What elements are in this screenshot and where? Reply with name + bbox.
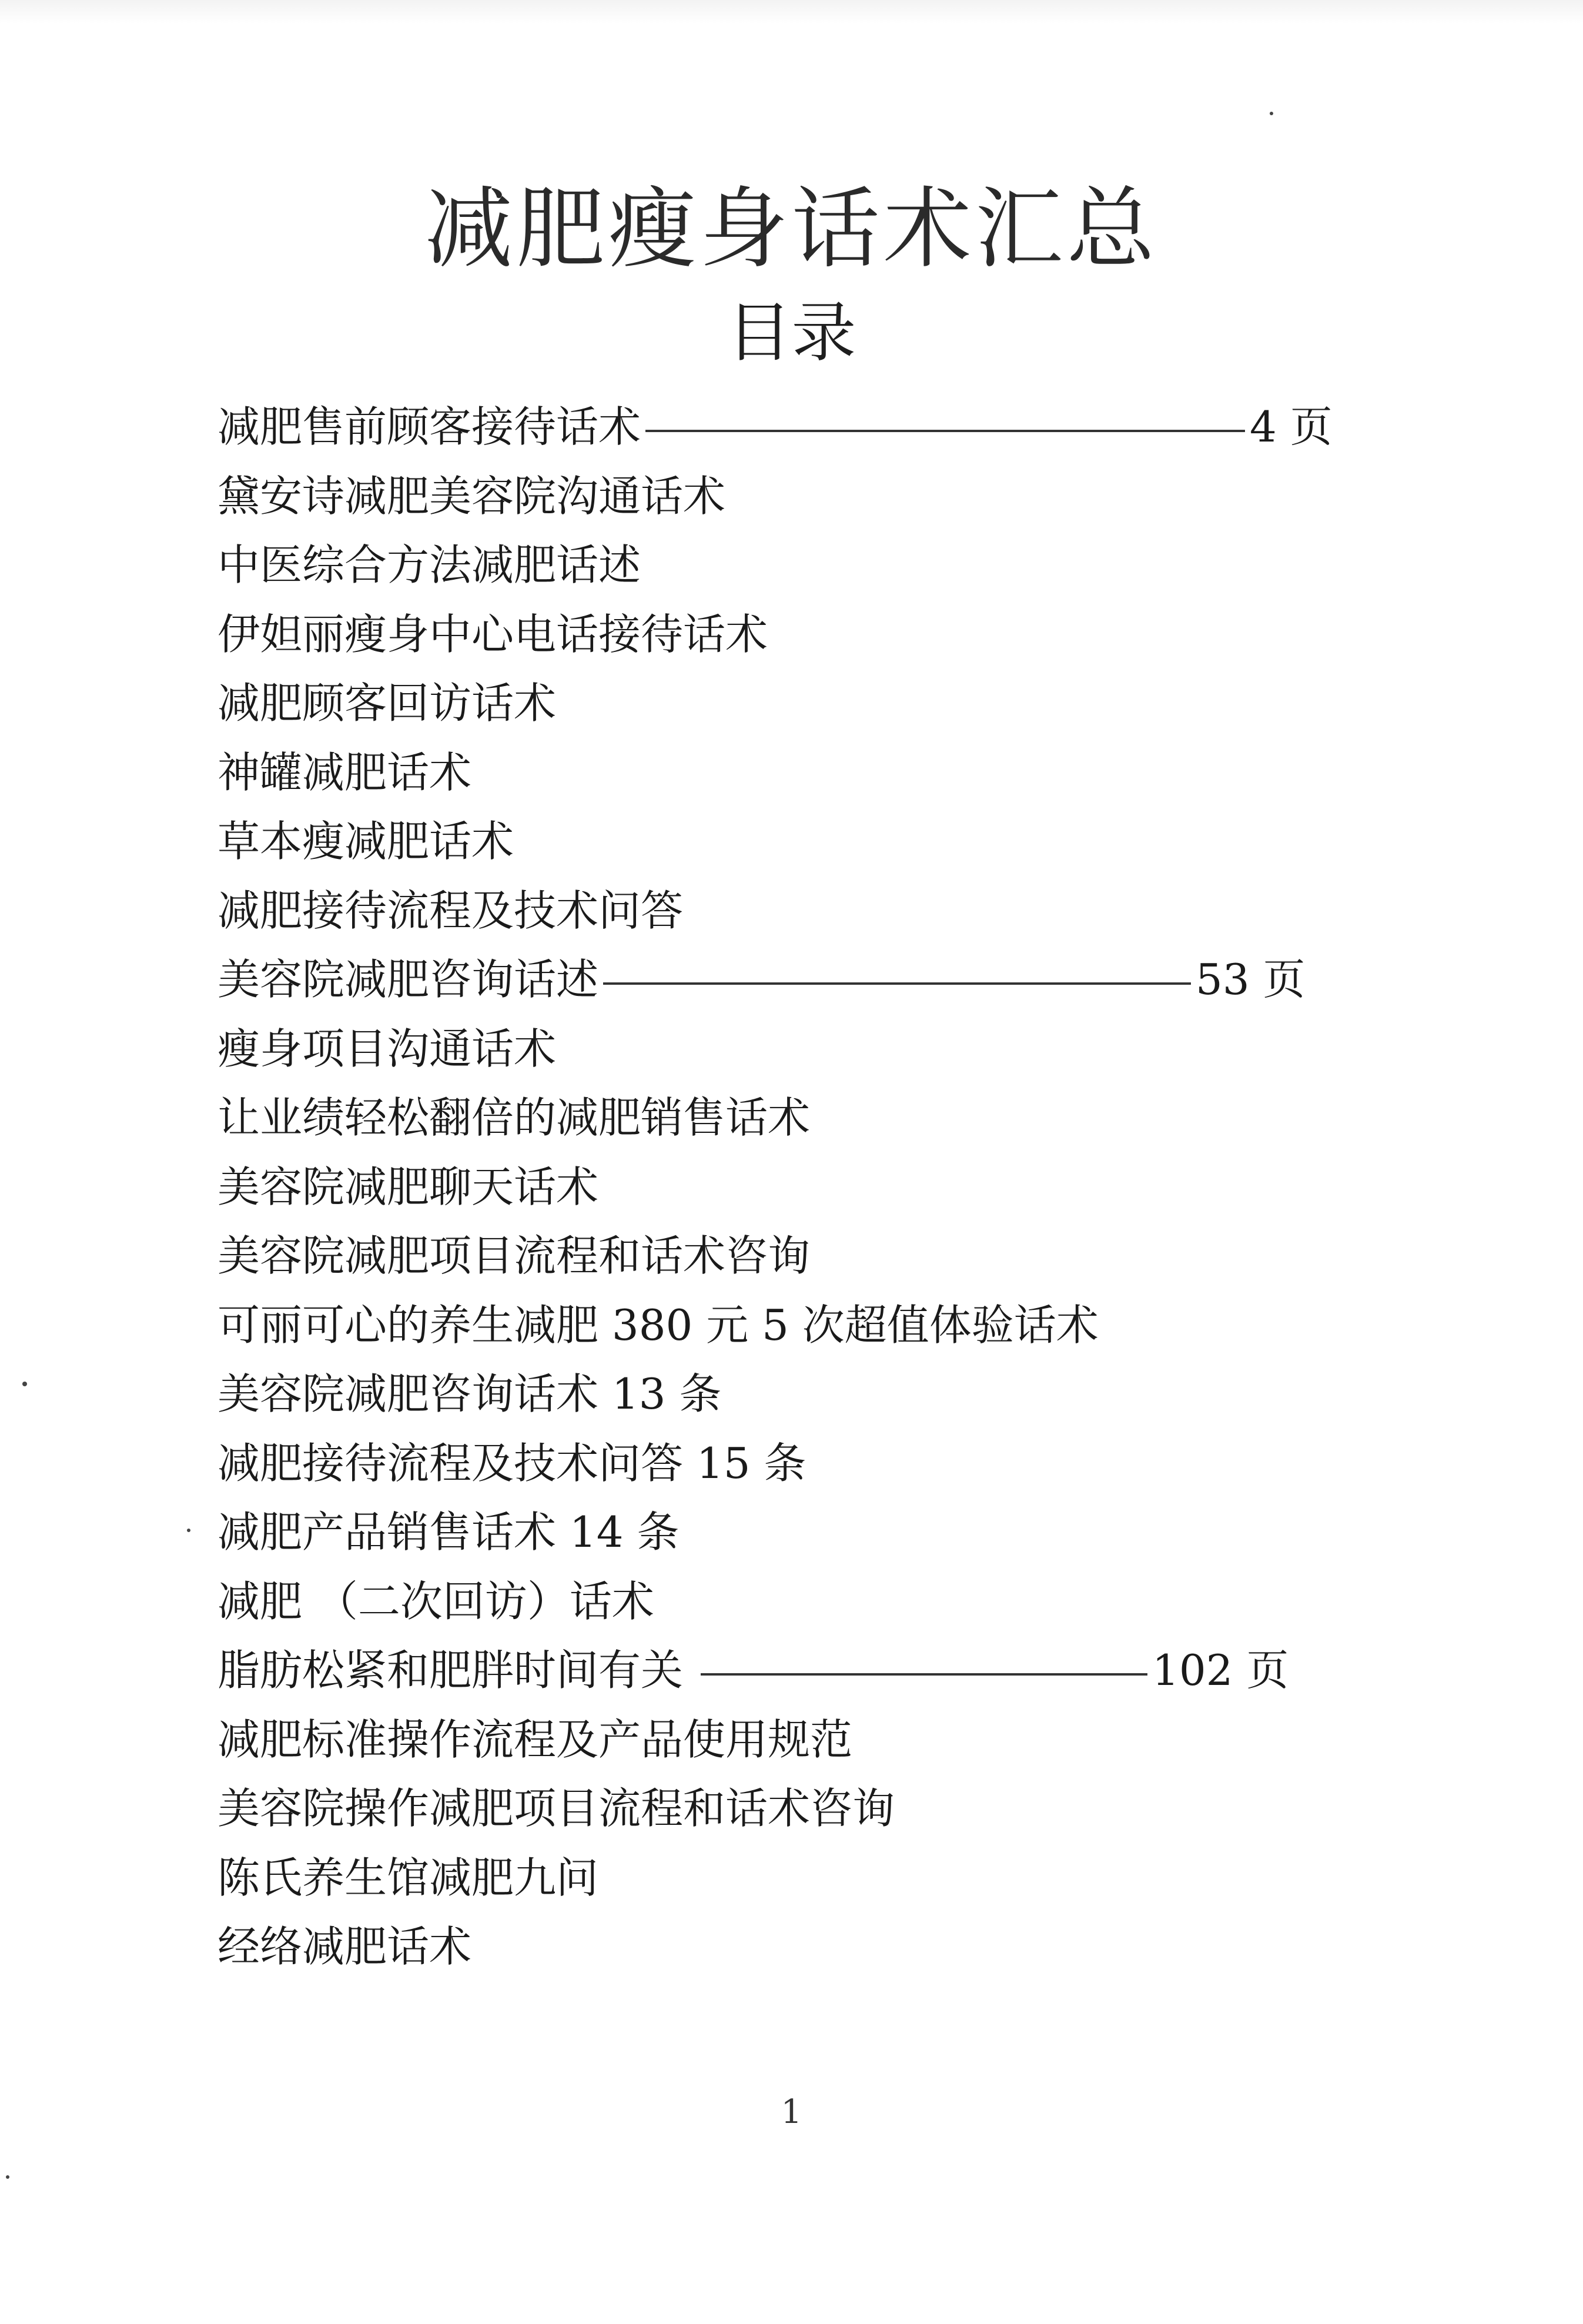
document-title: 减肥瘦身话术汇总 [424,178,1159,280]
toc-entry-title: 减肥产品销售话术 14 条 [217,1507,680,1557]
toc-entry [217,945,1393,1015]
toc-entry [217,1084,1393,1153]
scan-edge [0,0,1583,24]
toc-entry-title: 伊妲丽瘦身中心电话接待话术 [217,609,768,659]
toc-entry-title: 神罐减肥话术 [217,747,472,797]
toc-entry [217,1912,1393,1982]
scan-speck [187,1529,190,1532]
toc-entry [217,1429,1393,1499]
toc-entry-title: 脂肪松紧和肥胖时间有关 [217,1646,684,1695]
scan-speck [1270,112,1273,115]
toc-entry-title: 草本瘦减肥话术 [217,817,514,866]
toc-entry-title: 让业绩轻松翻倍的减肥销售话术 [217,1093,811,1142]
toc-heading: 目录 [727,295,856,370]
toc-entry [217,1498,1393,1567]
toc-entry-title: 瘦身项目沟通话术 [217,1024,557,1074]
toc-entry [217,807,1393,877]
table-of-contents [217,393,1393,1982]
toc-entry-title: 减肥接待流程及技术问答 [217,885,684,935]
toc-entry-title: 美容院减肥聊天话术 [217,1162,599,1212]
toc-leader-line [603,982,1191,985]
toc-entry [217,531,1393,600]
toc-entry-title: 中医综合方法减肥话述 [217,540,641,590]
toc-entry-page: 4 页 [1250,402,1333,452]
toc-entry [217,1153,1393,1222]
toc-entry [217,1774,1393,1844]
toc-entry-page: 53 页 [1196,955,1306,1004]
toc-entry-title: 美容院减肥咨询话术 13 条 [217,1369,722,1419]
toc-entry [217,600,1393,670]
scan-speck [22,1382,27,1386]
toc-entry-title: 经络减肥话术 [217,1922,472,1971]
toc-entry-title: 黛安诗减肥美容院沟通话术 [217,471,726,521]
toc-entry [217,1567,1393,1637]
toc-entry-title: 减肥顾客回访话术 [217,678,557,728]
toc-entry [217,738,1393,808]
toc-entry [217,1222,1393,1291]
toc-entry-title: 减肥 （二次回访）话术 [217,1576,654,1626]
toc-entry [217,1291,1393,1360]
toc-entry-title: 减肥接待流程及技术问答 15 条 [217,1438,806,1488]
toc-entry-title: 美容院操作减肥项目流程和话术咨询 [217,1784,895,1833]
toc-entry [217,462,1393,531]
toc-entry [217,1636,1393,1706]
toc-entry [217,1015,1393,1084]
toc-entry-title: 减肥标准操作流程及产品使用规范 [217,1714,853,1764]
toc-entry-title: 美容院减肥项目流程和话术咨询 [217,1231,811,1280]
toc-entry-title: 美容院减肥咨询话述 [217,955,599,1004]
toc-entry [217,669,1393,738]
scan-speck [6,2175,9,2179]
toc-entry-title: 可丽可心的养生减肥 380 元 5 次超值体验话术 [217,1300,1099,1350]
toc-leader-line [645,430,1245,432]
toc-entry [217,393,1393,462]
toc-entry [217,1844,1393,1913]
toc-entry [217,1706,1393,1775]
toc-leader-line [701,1673,1147,1676]
toc-entry [217,877,1393,946]
toc-entry-page: 102 页 [1152,1646,1289,1695]
page-number: 1 [781,2093,802,2131]
toc-entry [217,1360,1393,1429]
toc-entry-title: 减肥售前顾客接待话术 [217,402,641,452]
toc-entry-title: 陈氏养生馆减肥九问 [217,1852,599,1902]
